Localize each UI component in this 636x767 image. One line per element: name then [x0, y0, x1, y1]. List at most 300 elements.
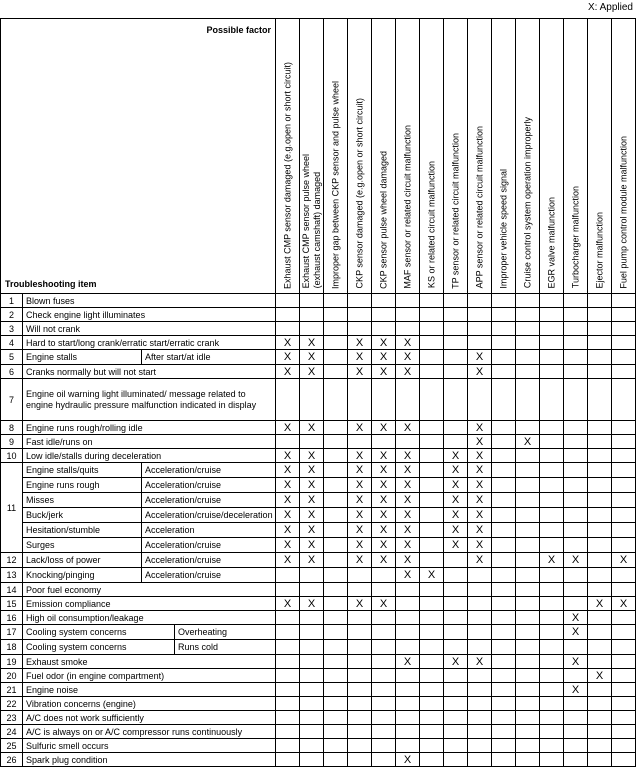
factor-cell	[348, 308, 372, 322]
factor-cell	[612, 583, 636, 597]
factor-cell	[516, 597, 540, 611]
factor-cell	[612, 538, 636, 553]
factor-cell	[612, 322, 636, 336]
factor-cell	[612, 725, 636, 739]
factor-cell	[588, 350, 612, 365]
factor-column-header: CKP sensor pulse wheel damaged	[372, 19, 396, 294]
factor-cell	[324, 379, 348, 421]
factor-cell	[300, 379, 324, 421]
row-number: 16	[1, 611, 23, 625]
factor-cell	[396, 308, 420, 322]
factor-cell	[324, 463, 348, 478]
factor-cell: X	[300, 597, 324, 611]
table-row	[1, 725, 636, 739]
factor-cell	[564, 568, 588, 583]
factor-cell: X	[372, 597, 396, 611]
factor-cell	[372, 683, 396, 697]
factor-cell	[516, 294, 540, 308]
factor-cell	[612, 308, 636, 322]
factor-cell	[588, 655, 612, 669]
row-number: 19	[1, 655, 23, 669]
factor-cell	[300, 669, 324, 683]
troubleshooting-item: Will not crank	[23, 322, 276, 336]
row-number: 21	[1, 683, 23, 697]
row-number: 3	[1, 322, 23, 336]
factor-cell	[492, 697, 516, 711]
table-row	[1, 753, 636, 767]
factor-cell	[348, 683, 372, 697]
factor-cell	[516, 463, 540, 478]
factor-cell	[516, 583, 540, 597]
factor-cell	[372, 308, 396, 322]
factor-cell	[492, 523, 516, 538]
factor-cell	[324, 583, 348, 597]
factor-cell	[348, 322, 372, 336]
factor-cell: X	[372, 463, 396, 478]
factor-cell	[540, 435, 564, 449]
factor-cell	[492, 753, 516, 767]
factor-cell	[300, 640, 324, 655]
factor-cell	[444, 365, 468, 379]
factor-cell	[396, 379, 420, 421]
factor-cell	[516, 568, 540, 583]
factor-cell	[420, 683, 444, 697]
factor-cell	[540, 739, 564, 753]
factor-cell	[420, 449, 444, 463]
factor-cell: X	[588, 597, 612, 611]
factor-cell	[612, 739, 636, 753]
table-row	[1, 508, 636, 523]
factor-cell	[564, 725, 588, 739]
factor-cell	[468, 640, 492, 655]
factor-cell	[516, 523, 540, 538]
factor-cell	[396, 669, 420, 683]
factor-cell	[276, 655, 300, 669]
row-number: 26	[1, 753, 23, 767]
factor-cell	[588, 421, 612, 435]
factor-column-header: KS or related circuit malfunction	[420, 19, 444, 294]
row-number: 8	[1, 421, 23, 435]
factor-cell: X	[348, 523, 372, 538]
factor-cell	[540, 322, 564, 336]
row-number: 25	[1, 739, 23, 753]
factor-cell: X	[396, 336, 420, 350]
factor-cell	[444, 350, 468, 365]
factor-cell	[492, 350, 516, 365]
factor-cell	[444, 322, 468, 336]
factor-cell	[396, 683, 420, 697]
factor-cell: X	[468, 449, 492, 463]
factor-cell: X	[300, 336, 324, 350]
factor-cell: X	[348, 421, 372, 435]
factor-cell: X	[468, 538, 492, 553]
row-number: 20	[1, 669, 23, 683]
factor-cell: X	[516, 435, 540, 449]
factor-cell: X	[348, 365, 372, 379]
row-number: 23	[1, 711, 23, 725]
factor-cell	[492, 435, 516, 449]
factor-cell	[348, 753, 372, 767]
troubleshooting-item: Fuel odor (in engine compartment)	[23, 669, 276, 683]
factor-cell: X	[276, 336, 300, 350]
factor-cell	[420, 478, 444, 493]
factor-cell	[540, 508, 564, 523]
troubleshooting-item: Blown fuses	[23, 294, 276, 308]
factor-cell	[588, 697, 612, 711]
factor-cell	[372, 711, 396, 725]
factor-cell	[372, 669, 396, 683]
factor-cell	[564, 365, 588, 379]
factor-cell	[420, 365, 444, 379]
factor-cell	[540, 308, 564, 322]
factor-cell	[420, 350, 444, 365]
factor-cell	[420, 597, 444, 611]
factor-cell	[540, 294, 564, 308]
factor-cell	[612, 683, 636, 697]
factor-cell	[444, 308, 468, 322]
factor-cell	[324, 611, 348, 625]
factor-cell	[540, 463, 564, 478]
factor-cell	[468, 294, 492, 308]
factor-column-header: Exhaust CMP sensor damaged (e.g.open or short circuit)	[276, 19, 300, 294]
factor-cell	[348, 435, 372, 449]
factor-column-header: Improper vehicle speed signal	[492, 19, 516, 294]
row-number: 2	[1, 308, 23, 322]
factor-cell	[516, 725, 540, 739]
factor-cell: X	[468, 508, 492, 523]
factor-cell	[588, 523, 612, 538]
factor-cell	[324, 568, 348, 583]
row-number: 13	[1, 568, 23, 583]
factor-cell	[516, 336, 540, 350]
factor-cell	[444, 625, 468, 640]
factor-cell	[396, 697, 420, 711]
condition: Acceleration/cruise	[141, 538, 221, 552]
factor-cell	[540, 655, 564, 669]
factor-cell: X	[396, 463, 420, 478]
table-row	[1, 711, 636, 725]
factor-cell	[372, 697, 396, 711]
factor-cell	[492, 669, 516, 683]
factor-cell: X	[444, 538, 468, 553]
factor-cell: X	[372, 365, 396, 379]
factor-cell	[276, 669, 300, 683]
factor-cell: X	[396, 493, 420, 508]
factor-cell	[588, 739, 612, 753]
factor-column-header: EGR valve malfunction	[540, 19, 564, 294]
factor-cell	[492, 553, 516, 568]
factor-cell	[348, 625, 372, 640]
factor-cell	[540, 449, 564, 463]
factor-cell	[420, 336, 444, 350]
factor-cell	[420, 421, 444, 435]
factor-cell: X	[420, 568, 444, 583]
troubleshooting-item: Engine noise	[23, 683, 276, 697]
factor-cell: X	[276, 478, 300, 493]
factor-cell	[276, 640, 300, 655]
troubleshooting-item: Cranks normally but will not start	[23, 365, 276, 379]
troubleshooting-item: Vibration concerns (engine)	[23, 697, 276, 711]
factor-cell	[444, 568, 468, 583]
factor-cell	[540, 640, 564, 655]
factor-column-header: Fuel pump control module malfunction	[612, 19, 636, 294]
factor-cell	[564, 421, 588, 435]
factor-cell	[588, 379, 612, 421]
factor-cell	[444, 435, 468, 449]
row-number: 15	[1, 597, 23, 611]
troubleshooting-item: Knocking/pinging Acceleration/cruise	[23, 568, 276, 583]
factor-cell: X	[468, 350, 492, 365]
table-row	[1, 640, 636, 655]
troubleshooting-item: Spark plug condition	[23, 753, 276, 767]
troubleshooting-item: Buck/jerk Acceleration/cruise/deceleration	[23, 508, 276, 523]
factor-cell: X	[372, 553, 396, 568]
factor-cell	[612, 711, 636, 725]
factor-cell	[516, 379, 540, 421]
factor-cell: X	[396, 508, 420, 523]
factor-column-header: MAF sensor or related circuit malfunction	[396, 19, 420, 294]
factor-cell	[612, 655, 636, 669]
factor-cell	[612, 697, 636, 711]
factor-cell	[540, 523, 564, 538]
factor-cell	[420, 379, 444, 421]
factor-cell: X	[468, 655, 492, 669]
factor-cell	[444, 597, 468, 611]
factor-cell	[564, 322, 588, 336]
factor-cell	[540, 336, 564, 350]
factor-cell: X	[372, 336, 396, 350]
factor-cell: X	[564, 553, 588, 568]
factor-cell	[396, 611, 420, 625]
factor-cell	[324, 294, 348, 308]
factor-cell	[540, 753, 564, 767]
factor-cell	[564, 379, 588, 421]
factor-cell	[564, 449, 588, 463]
factor-cell	[588, 463, 612, 478]
factor-cell	[492, 640, 516, 655]
factor-cell	[564, 493, 588, 508]
condition: Acceleration	[141, 523, 195, 537]
factor-cell	[612, 669, 636, 683]
factor-cell	[588, 725, 612, 739]
factor-cell	[396, 640, 420, 655]
factor-cell	[612, 508, 636, 523]
factor-cell	[348, 739, 372, 753]
header-corner	[1, 19, 276, 294]
factor-cell	[516, 493, 540, 508]
factor-cell	[612, 294, 636, 308]
factor-cell	[276, 697, 300, 711]
factor-cell: X	[276, 538, 300, 553]
factor-cell	[588, 322, 612, 336]
row-number: 12	[1, 553, 23, 568]
factor-cell	[516, 478, 540, 493]
factor-cell: X	[564, 611, 588, 625]
factor-cell	[588, 365, 612, 379]
factor-cell	[564, 294, 588, 308]
factor-cell	[276, 739, 300, 753]
factor-cell	[540, 583, 564, 597]
table-row	[1, 669, 636, 683]
factor-cell	[276, 568, 300, 583]
table-row	[1, 336, 636, 350]
factor-column-header: TP sensor or related circuit malfunction	[444, 19, 468, 294]
troubleshooting-table	[0, 18, 636, 767]
factor-cell	[372, 753, 396, 767]
factor-cell	[444, 583, 468, 597]
factor-cell	[276, 583, 300, 597]
troubleshooting-item: Sulfuric smell occurs	[23, 739, 276, 753]
factor-column-header: Turbocharger malfunction	[564, 19, 588, 294]
factor-cell	[468, 611, 492, 625]
troubleshooting-item: Cooling system concerns Runs cold	[23, 640, 276, 655]
table-row	[1, 739, 636, 753]
factor-cell	[492, 493, 516, 508]
factor-cell: X	[276, 463, 300, 478]
troubleshooting-item: Engine oil warning light illuminated/ message related to engine hydraulic pressure malfunction indicated in display	[23, 379, 276, 421]
factor-cell: X	[468, 523, 492, 538]
factor-cell	[396, 725, 420, 739]
factor-cell: X	[276, 449, 300, 463]
factor-cell	[516, 308, 540, 322]
factor-cell	[492, 449, 516, 463]
table-row	[1, 379, 636, 421]
factor-cell	[588, 711, 612, 725]
troubleshooting-item: Exhaust smoke	[23, 655, 276, 669]
factor-cell	[468, 308, 492, 322]
factor-cell	[444, 697, 468, 711]
row-number: 1	[1, 294, 23, 308]
factor-cell	[372, 655, 396, 669]
factor-cell	[492, 322, 516, 336]
row-number: 7	[1, 379, 23, 421]
factor-cell	[348, 568, 372, 583]
table-row	[1, 583, 636, 597]
factor-cell	[492, 625, 516, 640]
factor-cell	[516, 350, 540, 365]
factor-cell	[348, 379, 372, 421]
factor-cell: X	[300, 421, 324, 435]
factor-cell	[420, 611, 444, 625]
factor-cell	[396, 322, 420, 336]
factor-cell: X	[276, 493, 300, 508]
factor-cell	[300, 683, 324, 697]
factor-cell	[300, 625, 324, 640]
factor-cell	[348, 725, 372, 739]
factor-cell	[516, 739, 540, 753]
factor-cell	[540, 421, 564, 435]
factor-cell: X	[396, 478, 420, 493]
troubleshooting-item: Engine runs rough Acceleration/cruise	[23, 478, 276, 493]
factor-cell	[276, 711, 300, 725]
factor-cell	[396, 597, 420, 611]
factor-cell	[396, 583, 420, 597]
table-row	[1, 683, 636, 697]
factor-cell	[516, 322, 540, 336]
factor-cell	[444, 753, 468, 767]
factor-cell	[564, 336, 588, 350]
factor-cell	[348, 640, 372, 655]
factor-cell	[564, 753, 588, 767]
factor-cell	[492, 611, 516, 625]
troubleshooting-item-label: Troubleshooting item	[5, 279, 97, 289]
factor-cell: X	[372, 538, 396, 553]
factor-column-header: Ejector malfunction	[588, 19, 612, 294]
factor-cell	[300, 568, 324, 583]
factor-cell	[300, 697, 324, 711]
factor-cell	[300, 753, 324, 767]
factor-cell	[492, 538, 516, 553]
factor-cell	[444, 683, 468, 697]
factor-cell	[564, 669, 588, 683]
factor-cell	[420, 640, 444, 655]
factor-cell	[588, 553, 612, 568]
factor-cell	[444, 725, 468, 739]
factor-cell: X	[300, 538, 324, 553]
factor-cell: X	[348, 449, 372, 463]
factor-cell: X	[444, 463, 468, 478]
factor-cell	[444, 294, 468, 308]
factor-cell	[564, 597, 588, 611]
factor-cell	[516, 655, 540, 669]
factor-cell	[492, 478, 516, 493]
factor-cell	[276, 625, 300, 640]
factor-cell	[540, 711, 564, 725]
factor-cell: X	[564, 683, 588, 697]
factor-cell	[516, 421, 540, 435]
factor-cell: X	[612, 553, 636, 568]
factor-cell	[540, 365, 564, 379]
factor-cell: X	[468, 553, 492, 568]
factor-cell: X	[444, 508, 468, 523]
troubleshooting-item: Cooling system concerns Overheating	[23, 625, 276, 640]
factor-cell	[588, 493, 612, 508]
factor-cell	[588, 611, 612, 625]
factor-cell	[588, 683, 612, 697]
factor-cell	[588, 508, 612, 523]
factor-cell	[516, 711, 540, 725]
factor-cell	[588, 640, 612, 655]
factor-cell	[420, 625, 444, 640]
table-row	[1, 597, 636, 611]
factor-cell	[444, 739, 468, 753]
factor-cell: X	[300, 350, 324, 365]
factor-cell	[324, 640, 348, 655]
factor-cell	[324, 753, 348, 767]
factor-column-header: CKP sensor damaged (e.g.open or short circuit)	[348, 19, 372, 294]
factor-cell	[324, 697, 348, 711]
factor-cell	[372, 322, 396, 336]
factor-cell	[324, 597, 348, 611]
factor-cell	[324, 739, 348, 753]
factor-cell	[564, 640, 588, 655]
table-row	[1, 350, 636, 365]
factor-cell	[492, 655, 516, 669]
factor-cell	[612, 478, 636, 493]
factor-cell	[300, 322, 324, 336]
factor-cell	[276, 683, 300, 697]
factor-cell	[492, 336, 516, 350]
factor-cell	[564, 697, 588, 711]
factor-cell	[468, 669, 492, 683]
troubleshooting-item: Low idle/stalls during deceleration	[23, 449, 276, 463]
factor-cell: X	[468, 435, 492, 449]
factor-cell	[588, 449, 612, 463]
factor-cell	[516, 611, 540, 625]
factor-cell	[492, 421, 516, 435]
factor-cell	[396, 294, 420, 308]
factor-cell	[300, 435, 324, 449]
